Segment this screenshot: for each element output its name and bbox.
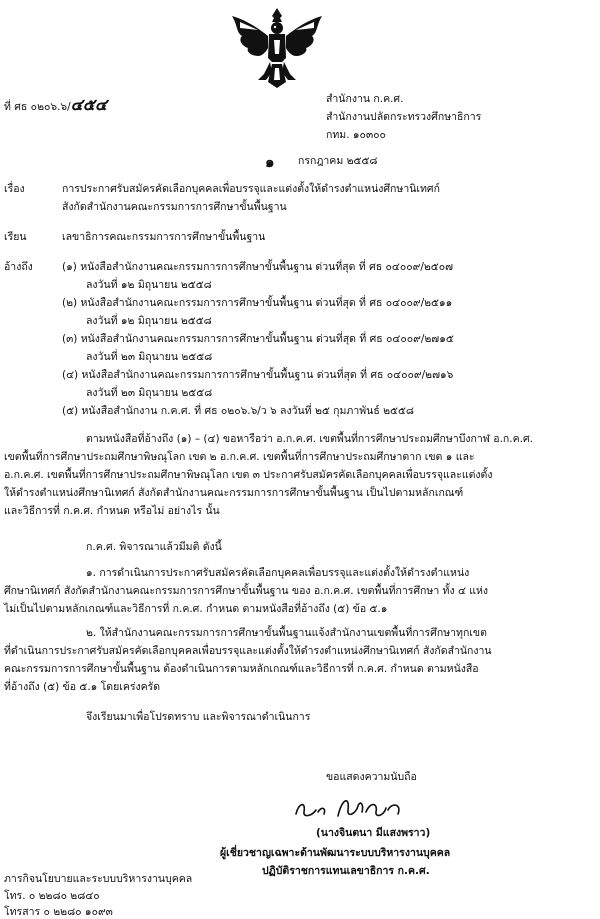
date-day: ๑ bbox=[265, 153, 275, 171]
reference-4-line-2: ลงวันที่ ๒๓ มิถุนายน ๒๕๕๘ bbox=[86, 387, 213, 399]
reference-1-line-1: (๑) หนังสือสำนักงานคณะกรรมการการศึกษาขั้นพื้นฐาน ด่วนที่สุด ที่ ศธ ๐๔๐๐๙/๒๕๐๗ bbox=[62, 261, 454, 273]
footer-department: ภารกิจนโยบายและระบบบริหารงานบุคคล bbox=[4, 873, 193, 885]
office-line-2: สำนักงานปลัดกระทรวงศึกษาธิการ bbox=[326, 111, 482, 123]
subject-line-1: การประกาศรับสมัครคัดเลือกบุคคลเพื่อบรรจุและแต่งตั้งให้ดำรงตำแหน่งศึกษานิเทศก์ bbox=[62, 183, 440, 195]
office-line-1: สำนักงาน ก.ค.ศ. bbox=[326, 93, 404, 105]
office-line-3: กทม. ๑๐๓๐๐ bbox=[326, 129, 386, 141]
document-number-handwritten: ๔๕๔ bbox=[70, 95, 107, 114]
para2-line: ก.ค.ศ. พิจารณาแล้วมีมติ ดังนี้ bbox=[86, 541, 222, 553]
signer-name: (นางจินตนา มีแสงพราว) bbox=[316, 827, 431, 839]
subject-label: เรื่อง bbox=[4, 183, 25, 195]
recipient-label: เรียน bbox=[4, 231, 27, 243]
signer-title-2: ปฏิบัติราชการแทนเลขาธิการ ก.ค.ศ. bbox=[262, 865, 430, 877]
footer-telephone: โทร. ๐ ๒๒๘๐ ๒๘๔๐ bbox=[4, 890, 100, 902]
item2-line-2: ที่ดำเนินการประกาศรับสมัครคัดเลือกบุคคลเพื่อบรรจุและแต่งตั้งให้ดำรงตำแหน่งศึกษานิเทศก์ สังกัดสำนักงาน bbox=[4, 645, 492, 657]
subject-line-2: สังกัดสำนักงานคณะกรรมการการศึกษาขั้นพื้นฐาน bbox=[62, 201, 287, 213]
item2-line-1: ๒. ให้สำนักงานคณะกรรมการการศึกษาขั้นพื้นฐานแจ้งสำนักงานเขตพื้นที่การศึกษาทุกเขต bbox=[86, 627, 487, 639]
reference-5-line-1: (๕) หนังสือสำนักงาน ก.ค.ศ. ที่ ศธ ๐๒๐๖.๖/ว ๖ ลงวันที่ ๒๕ กุมภาพันธ์ ๒๕๕๘ bbox=[62, 405, 415, 417]
reference-1-line-2: ลงวันที่ ๑๒ มิถุนายน ๒๕๕๘ bbox=[86, 279, 212, 291]
para1-line-5: และวิธีการที่ ก.ค.ศ. กำหนด หรือไม่ อย่างไร นั้น bbox=[4, 505, 220, 517]
date-month-year: กรกฎาคม ๒๕๕๘ bbox=[298, 155, 378, 167]
regards: ขอแสดงความนับถือ bbox=[326, 771, 417, 783]
closing-line: จึงเรียนมาเพื่อโปรดทราบ และพิจารณาดำเนินการ bbox=[86, 711, 311, 723]
recipient-text: เลขาธิการคณะกรรมการการศึกษาขั้นพื้นฐาน bbox=[62, 231, 266, 243]
item2-line-4: ที่อ้างถึง (๕) ข้อ ๕.๑ โดยเคร่งครัด bbox=[4, 681, 161, 693]
item1-line-1: ๑. การดำเนินการประกาศรับสมัครคัดเลือกบุคคลเพื่อบรรจุและแต่งตั้งให้ดำรงตำแหน่ง bbox=[86, 567, 470, 579]
signer-title-1: ผู้เชี่ยวชาญเฉพาะด้านพัฒนาระบบบริหารงานบุคคล bbox=[220, 847, 451, 859]
item1-line-3: ไม่เป็นไปตามหลักเกณฑ์และวิธีการที่ ก.ค.ศ. กำหนด ตามหนังสือที่อ้างถึง (๕) ข้อ ๕.๑ bbox=[4, 603, 388, 615]
item1-line-2: ศึกษานิเทศก์ สังกัดสำนักงานคณะกรรมการการศึกษาขั้นพื้นฐาน ของ อ.ก.ค.ศ. เขตพื้นที่การศึกษา ทั้ง ๔ แห่ง bbox=[4, 585, 489, 597]
reference-4-line-1: (๔) หนังสือสำนักงานคณะกรรมการการศึกษาขั้นพื้นฐาน ด่วนที่สุด ที่ ศธ ๐๔๐๐๙/๒๗๑๖ bbox=[62, 369, 454, 381]
para1-line-4: ให้ดำรงตำแหน่งศึกษานิเทศก์ สังกัดสำนักงานคณะกรรมการการศึกษาขั้นพื้นฐาน เป็นไปตามหลักเกณฑ์ bbox=[4, 487, 464, 499]
references-label: อ้างถึง bbox=[4, 261, 33, 273]
para1-line-1: ตามหนังสือที่อ้างถึง (๑) – (๔) ขอหารือว่า อ.ก.ค.ศ. เขตพื้นที่การศึกษาประถมศึกษาบึงกาฬ อ.ก.ค.ศ. bbox=[86, 433, 533, 445]
handwritten-signature bbox=[292, 790, 412, 824]
reference-2-line-2: ลงวันที่ ๑๒ มิถุนายน ๒๕๕๘ bbox=[86, 315, 212, 327]
document-number bbox=[4, 95, 107, 114]
item2-line-3: คณะกรรมการการศึกษาขั้นพื้นฐาน ต้องดำเนินการตามหลักเกณฑ์และวิธีการที่ ก.ค.ศ. กำหนด ตามหนังสือ bbox=[4, 663, 479, 675]
garuda-emblem bbox=[228, 6, 326, 90]
document-number-prefix: ที่ ศธ ๐๒๐๖.๖/ bbox=[4, 101, 71, 113]
reference-2-line-1: (๒) หนังสือสำนักงานคณะกรรมการการศึกษาขั้นพื้นฐาน ด่วนที่สุด ที่ ศธ ๐๔๐๐๙/๒๕๑๑ bbox=[62, 297, 453, 309]
para1-line-2: เขตพื้นที่การศึกษาประถมศึกษาพิษณุโลก เขต ๒ อ.ก.ค.ศ. เขตพื้นที่การศึกษาประถมศึกษาตาก เขต ๑ และ bbox=[4, 451, 475, 463]
reference-3-line-1: (๓) หนังสือสำนักงานคณะกรรมการการศึกษาขั้นพื้นฐาน ด่วนที่สุด ที่ ศธ ๐๔๐๐๙/๒๗๑๕ bbox=[62, 333, 454, 345]
para1-line-3: อ.ก.ค.ศ. เขตพื้นที่การศึกษาประถมศึกษาพิษณุโลก เขต ๓ ประกาศรับสมัครคัดเลือกบุคคลเพื่อบรรจุและแต่งตั้ง bbox=[4, 469, 493, 481]
reference-3-line-2: ลงวันที่ ๒๓ มิถุนายน ๒๕๕๘ bbox=[86, 351, 213, 363]
footer-fax: โทรสาร ๐ ๒๒๘๐ ๑๐๙๓ bbox=[4, 906, 113, 918]
